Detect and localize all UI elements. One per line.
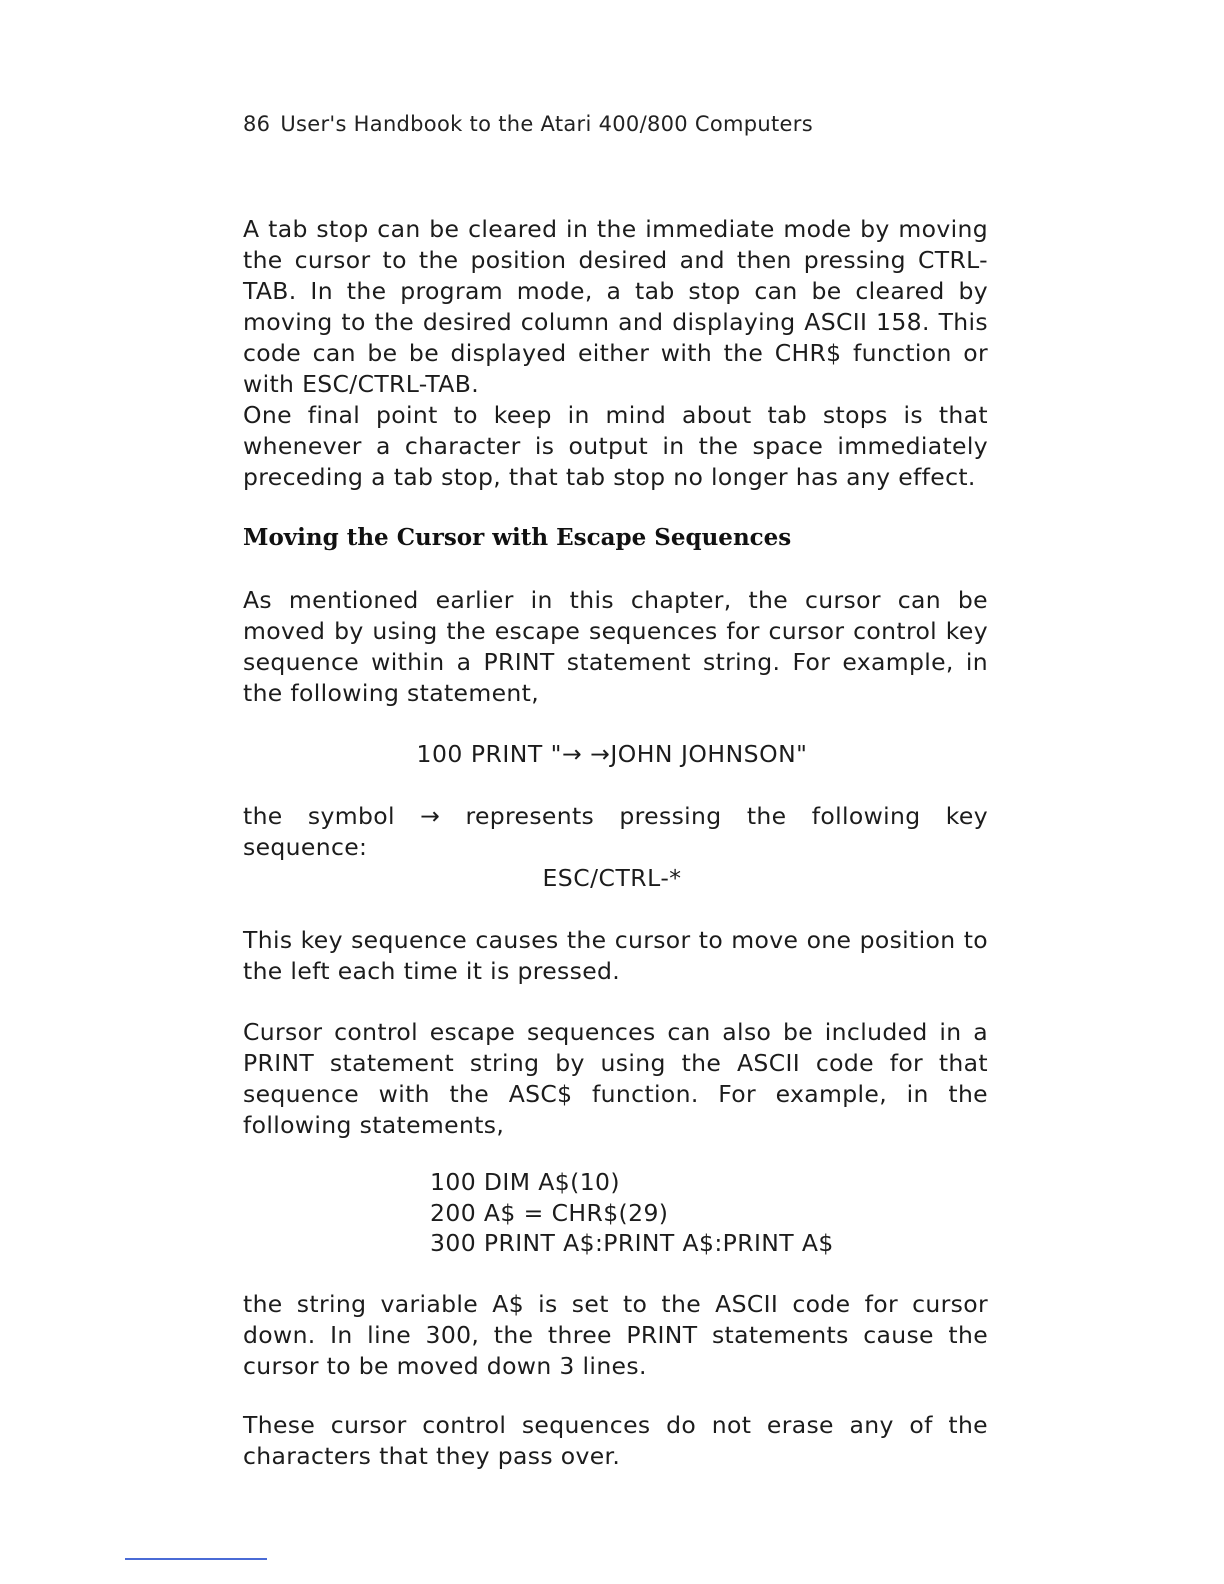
page-number: 86 <box>243 112 271 136</box>
paragraph-symbol-meaning: the symbol → represents pressing the following key sequence: <box>243 802 988 861</box>
footer-rule <box>125 1558 267 1560</box>
section-heading: Moving the Cursor with Escape Sequences <box>243 524 792 551</box>
book-title: User's Handbook to the Atari 400/800 Computers <box>280 112 813 136</box>
paragraph-string-variable: the string variable A$ is set to the ASCII code for cursor down. In line 300, the three PRINT statements cause the cursor to be moved down 3 lines. <box>243 1290 988 1380</box>
paragraph-ascii-code: Cursor control escape sequences can also be included in a PRINT statement string by using the ASCII code for that sequence with the ASC$ function. For example, in the following statements, <box>243 1018 988 1139</box>
paragraph-tab-stop-note: One final point to keep in mind about tab stops is that whenever a character is output in the space immediately preceding a tab stop, that tab stop no longer has any effect. <box>243 401 988 491</box>
example-print-statement: 100 PRINT "→ →JOHN JOHNSON" <box>416 740 808 768</box>
paragraph-tab-stop-clearing: A tab stop can be cleared in the immediate mode by moving the cursor to the position desired and then pressing CTRL-TAB. In the program mode, a tab stop can be cleared by moving to the desired column and displaying ASCII 158. This code can be be displayed either with the CHR$ function or with ESC/CTRL-TAB. <box>243 215 988 398</box>
paragraph-cursor-left: This key sequence causes the cursor to move one position to the left each time it is pressed. <box>243 926 988 985</box>
code-listing <box>430 1167 834 1259</box>
key-sequence: ESC/CTRL-* <box>542 864 682 892</box>
code-line: 300 PRINT A$:PRINT A$:PRINT A$ <box>430 1229 834 1257</box>
code-line: 200 A$ = CHR$(29) <box>430 1198 669 1227</box>
running-header <box>243 112 813 136</box>
paragraph-escape-intro: As mentioned earlier in this chapter, the cursor can be moved by using the escape sequences for cursor control key sequence within a PRINT statement string. For example, in the following statement, <box>243 586 988 707</box>
code-line: 100 DIM A$(10) <box>430 1168 620 1196</box>
paragraph-no-erase: These cursor control sequences do not erase any of the characters that they pass over. <box>243 1411 988 1470</box>
